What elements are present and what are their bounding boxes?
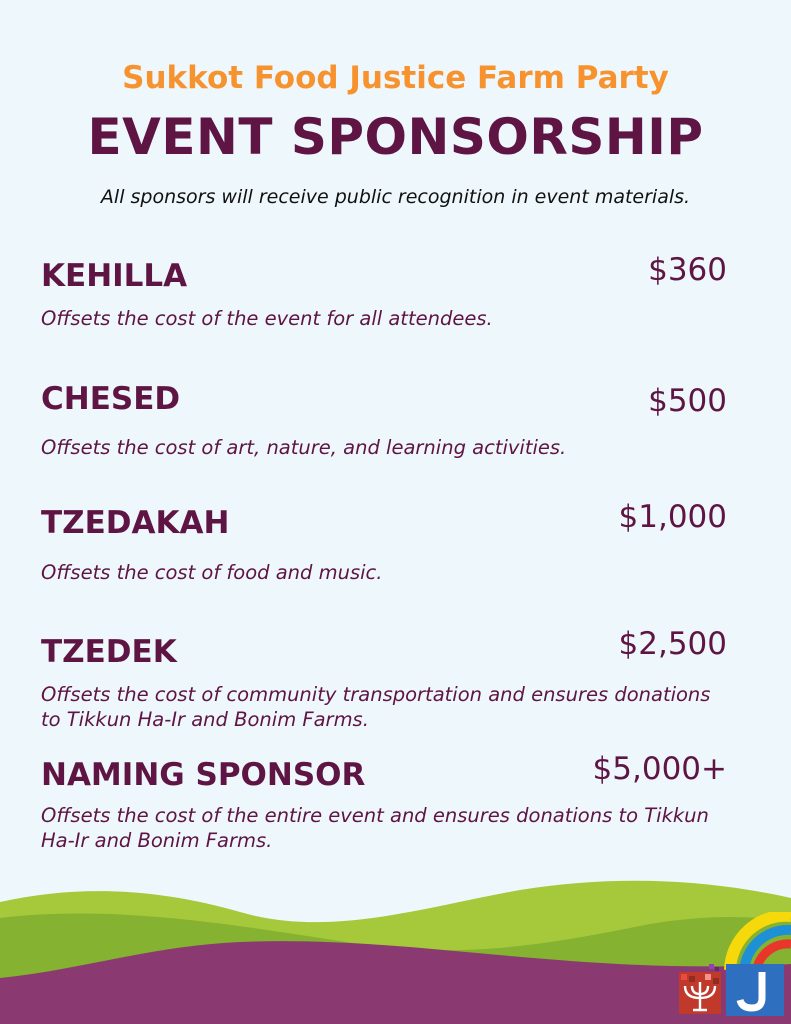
tier-description: Offsets the cost of food and music. <box>41 561 383 584</box>
hills-illustration <box>0 860 791 1024</box>
intro-text: All sponsors will receive public recognition in event materials. <box>100 186 691 208</box>
rainbow-j-logo-icon <box>722 912 791 1016</box>
tier-price: $1,000 <box>618 499 727 535</box>
tier-description: Offsets the cost of art, nature, and learning activities. <box>41 436 567 459</box>
tier-name: NAMING SPONSOR <box>41 757 366 793</box>
tier-name: TZEDEK <box>41 634 177 670</box>
tier-name: CHESED <box>41 381 181 417</box>
tier-name: TZEDAKAH <box>41 505 230 541</box>
tier-description: Offsets the cost of the entire event and ensures donations to Tikkun Ha-Ir and Bonim Farms. <box>41 804 709 852</box>
event-subtitle: Sukkot Food Justice Farm Party <box>122 60 669 96</box>
tier-name: KEHILLA <box>41 258 188 294</box>
page-title: EVENT SPONSORSHIP <box>87 108 704 166</box>
menorah-logo-icon <box>679 964 721 1014</box>
tier-price: $2,500 <box>618 626 727 662</box>
tier-price: $360 <box>648 252 727 288</box>
tier-price: $500 <box>648 383 727 419</box>
tier-description: Offsets the cost of the event for all attendees. <box>41 307 493 330</box>
tier-price: $5,000+ <box>592 751 727 787</box>
tier-description: Offsets the cost of community transportation and ensures donations to Tikkun Ha-Ir and Bonim Farms. <box>41 683 711 731</box>
